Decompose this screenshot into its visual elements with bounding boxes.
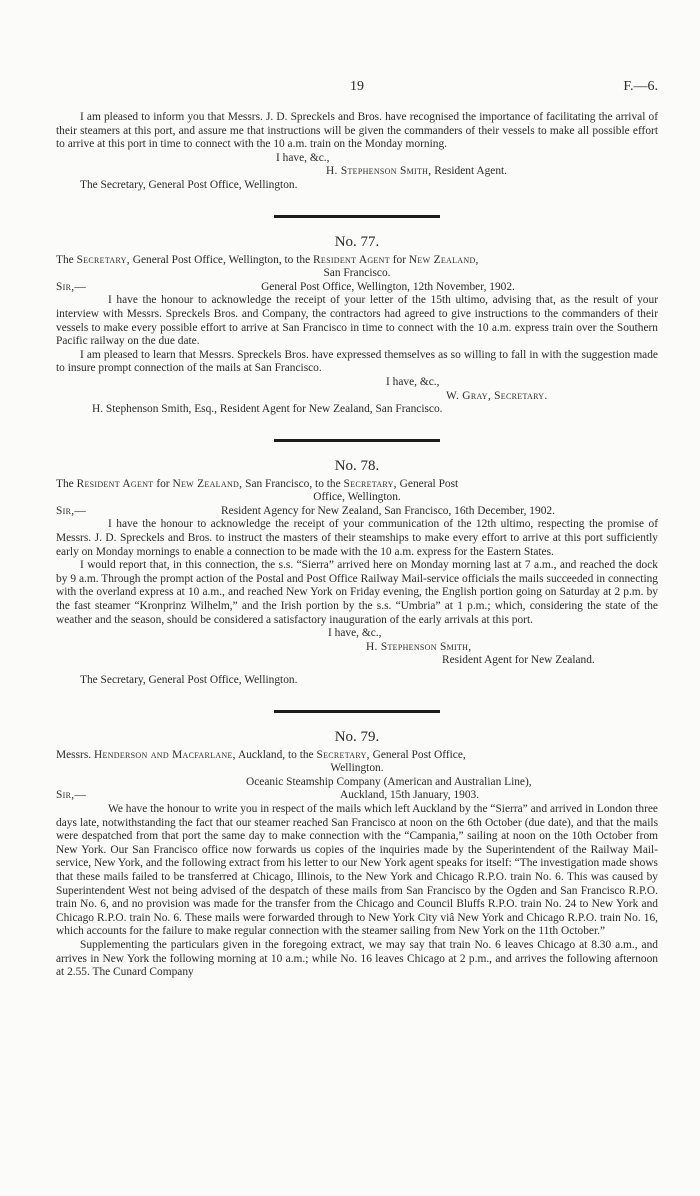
page-number: 19 bbox=[350, 79, 364, 94]
letter-close: I have, &c., bbox=[328, 627, 382, 640]
salutation-row bbox=[56, 281, 658, 295]
letter-number: No. 79. bbox=[334, 728, 380, 745]
letter-addressee: The Secretary, General Post Office, Wellington. bbox=[80, 674, 298, 686]
letter-signature: H. Stephenson Smith, bbox=[366, 640, 472, 653]
letter-paragraph: I have the honour to acknowledge the receipt of your communication of the 12th ultimo, respecting the promise of Messrs. J. D. Spreckels and Bros. to instruct the masters of their steamships to make every effort to arrive at this port sufficiently early on Monday mornings to enable a connection to be made with the 10 a.m. express for the Eastern States. bbox=[56, 518, 658, 558]
letter-heading: Messrs. Henderson and Macfarlane, Auckland, to the Secretary, General Post Office, bbox=[56, 748, 466, 761]
letter-paragraph: Supplementing the particulars given in the foregoing extract, we may say that train No. 6 leaves Chicago at 8.30 a.m., and arrives in New York the following morning at 10 a.m.; while No. 16 leaves Chicago at 2 p.m., and arrives the following afternoon at 2.55. The Cunard Company bbox=[56, 938, 658, 979]
page-header bbox=[56, 80, 658, 96]
letter-signature-title: Resident Agent for New Zealand. bbox=[442, 654, 595, 667]
letter-heading-line2: San Francisco. bbox=[323, 267, 391, 280]
prelude-signature-title: Resident Agent. bbox=[434, 165, 508, 178]
prelude-addressee: The Secretary, General Post Office, Wellington. bbox=[80, 178, 298, 191]
letter-paragraph: I have the honour to acknowledge the receipt of your letter of the 15th ultimo, advising that, as the result of your interview with Messrs. Spreckels Bros. and Company, the contractors had agreed to give instructions to the commanders of their vessels to make every possible effort to arrive at San Francisco in time to connect with the 10 a.m. express train over the Southern Pacific railway on the due date. bbox=[56, 294, 658, 348]
letter-signature: W. Gray, Secretary. bbox=[446, 389, 548, 402]
letter-addressee: H. Stephenson Smith, Esq., Resident Agent for New Zealand, San Francisco. bbox=[92, 403, 443, 416]
salutation: Sir,— bbox=[56, 280, 87, 293]
prelude-signature bbox=[56, 165, 658, 179]
dateline: General Post Office, Wellington, 12th November, 1902. bbox=[261, 280, 515, 293]
prelude-body: I am pleased to inform you that Messrs. J. D. Spreckels and Bros. have recognised the importance of facilitating the arrival of their steamers at this port, and assure me that instructions will be given the commanders of their vessels to make all possible effort to arrive at this port in time to connect with the 10 a.m. train on the Monday morning. bbox=[56, 111, 658, 151]
letter-heading: The Resident Agent for New Zealand, San Francisco, to the Secretary, General Post bbox=[56, 477, 459, 490]
page-content bbox=[56, 111, 658, 980]
dateline: Oceanic Steamship Company (American and Australian Line), bbox=[246, 775, 532, 788]
salutation-row bbox=[56, 505, 658, 519]
series-code: F.—6. bbox=[623, 79, 658, 94]
letter-number: No. 77. bbox=[334, 233, 380, 250]
letter-heading: The Secretary, General Post Office, Wellington, to the Resident Agent for New Zealand, bbox=[56, 253, 479, 266]
letter-heading-line2: Wellington. bbox=[330, 762, 384, 775]
salutation-row bbox=[56, 789, 658, 803]
salutation: Sir,— bbox=[56, 504, 87, 517]
salutation: Sir,— bbox=[56, 789, 87, 802]
letter-number: No. 78. bbox=[334, 457, 380, 474]
dateline: Auckland, 15th January, 1903. bbox=[340, 789, 480, 802]
letter-paragraph: I am pleased to learn that Messrs. Spreckels Bros. have expressed themselves as so willing to fall in with the suggestion made to insure prompt connection of the mails at San Francisco. bbox=[56, 348, 658, 375]
letter-paragraph: We have the honour to write you in respect of the mails which left Auckland by the “Sierra” and arrived in London three days late, notwithstanding the fact that our steamer reached San Francisco at noon on the 6th October (due date), and that the mails were despatched from that port the same day to make connection with the “Campania,” sailing at noon on the 10th October from New York. Our San Francisco office now forwards us copies of the inquiries made by the Superintendent of the Railway Mail-service, New York, and the following extract from his letter to our New York agent speaks for itself: “The investigation made shows that these mails failed to be transferred at Chicago, Illinois, to the New York and Chicago R.P.O. train No. 6. This was caused by Superintendent West not being advised of the despatch of these mails from San Francisco by the Ogden and San Francisco R.P.O. train No. 6, and no provision was made for the transfer from the Chicago and Council Bluffs R.P.O. train No. 24 to New York and Chicago R.P.O. train No. 6. These mails were forwarded through to New York City viâ New York and Chicago R.P.O. train No. 16, which accounts for the failure to make regular connection with the steamer sailing from New York on the 11th October.” bbox=[56, 802, 658, 938]
letter-heading-line2: Office, Wellington. bbox=[313, 491, 401, 504]
prelude-close: I have, &c., bbox=[276, 151, 330, 164]
prelude-signature-name: H. Stephenson Smith, bbox=[326, 165, 432, 178]
dateline: Resident Agency for New Zealand, San Francisco, 16th December, 1902. bbox=[221, 504, 555, 517]
letter-paragraph: I would report that, in this connection, the s.s. “Sierra” arrived here on Monday morning last at 7 a.m., and reached the dock by 9 a.m. Through the prompt action of the Postal and Post Office Railway Mail-service officials the mails succeeded in connecting with the overland express at 10 a.m., and reached New York on Friday evening, the English portion going on Saturday at 2 p.m. by the fast steamer “Kronprinz Wilhelm,” and the Irish portion by the s.s. “Umbria” at 1 p.m.; which, considering the state of the weather and the season, should be considered a satisfactory inauguration of the early arrivals at this port. bbox=[56, 559, 658, 626]
letter-close: I have, &c., bbox=[386, 375, 440, 388]
